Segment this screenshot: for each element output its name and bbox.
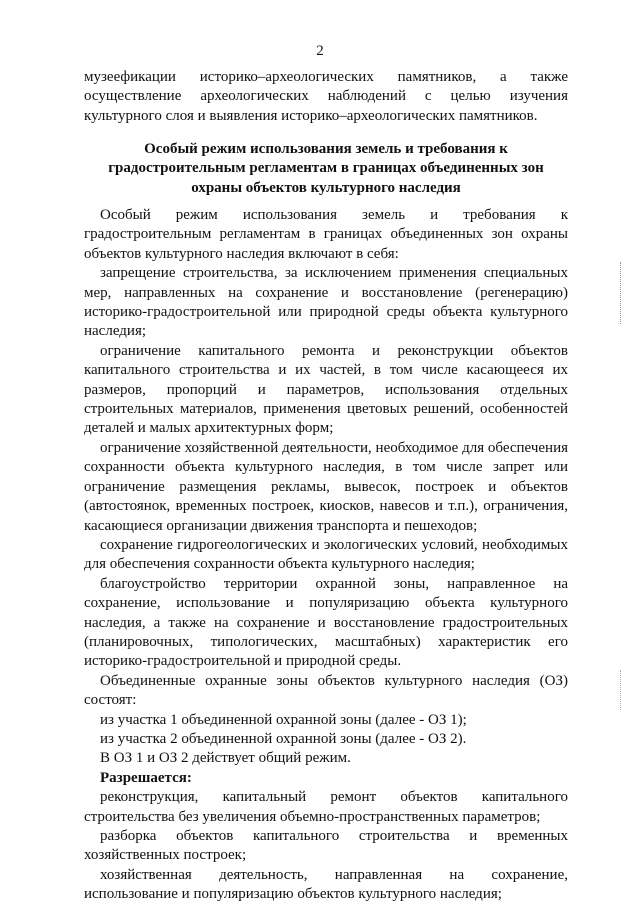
paragraph-item: сохранение гидрогеологических и экологических условий, необходимых для обеспечения сохранности объекта культурного наследия;	[84, 536, 568, 573]
paragraph-regime: В ОЗ 1 и ОЗ 2 действует общий режим.	[100, 750, 351, 767]
paragraph-zones: Объединенные охранные зоны объектов культурного наследия (ОЗ) состоят:	[84, 672, 568, 709]
paragraph-item: благоустройство территории охранной зоны, направленное на сохранение, использование и популяризацию объекта культурного наследия, а также на сохранение и восстановление градостроительных (планировочных, типологических, масштабных) характеристик его историко-градостроительной и природной среды.	[84, 575, 568, 670]
allowed-item: хозяйственная деятельность, направленная на сохранение, использование и популяризацию объектов культурного наследия;	[84, 866, 568, 903]
paragraph-zone-1: из участка 1 объединенной охранной зоны (далее - ОЗ 1);	[100, 711, 467, 728]
paragraph-zone-2: из участка 2 объединенной охранной зоны (далее - ОЗ 2).	[100, 730, 467, 747]
allowed-item: разборка объектов капитального строительства и временных хозяйственных построек;	[84, 828, 568, 864]
paragraph-item: запрещение строительства, за исключением применения специальных мер, направленных на сохранение и восстановление (регенерацию) историко-градостроительной или природной среды объекта культурного наследия;	[84, 265, 568, 340]
intro-paragraph: музеефикации историко–археологических памятников, а также осуществление археологических наблюдений с целью изучения культурного слоя и выявления историко–археологических памятников.	[84, 69, 568, 124]
paragraph-intro: Особый режим использования земель и требования к градостроительным регламентам в границах объединенных зон охраны объектов культурного наследия включают в себя:	[84, 207, 568, 262]
page-number: 2	[316, 43, 324, 59]
paragraph-item: ограничение хозяйственной деятельности, необходимое для обеспечения сохранности объекта культурного наследия, в том числе запрет или ограничение размещения рекламы, вывесок, построек и объектов (автостоянок, временных построек, киосков, навесов и т.п.), ограничения, касающиеся организации движения транспорта и пешеходов;	[84, 439, 568, 534]
body-block	[84, 206, 568, 905]
allowed-item: реконструкция, капитальный ремонт объектов капитального строительства без увеличения объемно-пространственных параметров;	[84, 789, 568, 825]
scan-edge-mark	[620, 670, 622, 710]
scan-edge-mark	[620, 262, 622, 324]
allowed-heading: Разрешается:	[100, 769, 192, 786]
intro-block	[84, 68, 568, 126]
section-heading: Особый режим использования земель и требования к градостроительным регламентам в границах объединенных зон охраны объектов культурного наследия	[108, 141, 544, 196]
paragraph-item: ограничение капитального ремонта и реконструкции объектов капитального строительства и их частей, в том числе касающееся их размеров, пропорций и параметров, использования отдельных строительных материалов, применения цветовых решений, особенностей деталей и малых архитектурных форм;	[84, 342, 568, 437]
